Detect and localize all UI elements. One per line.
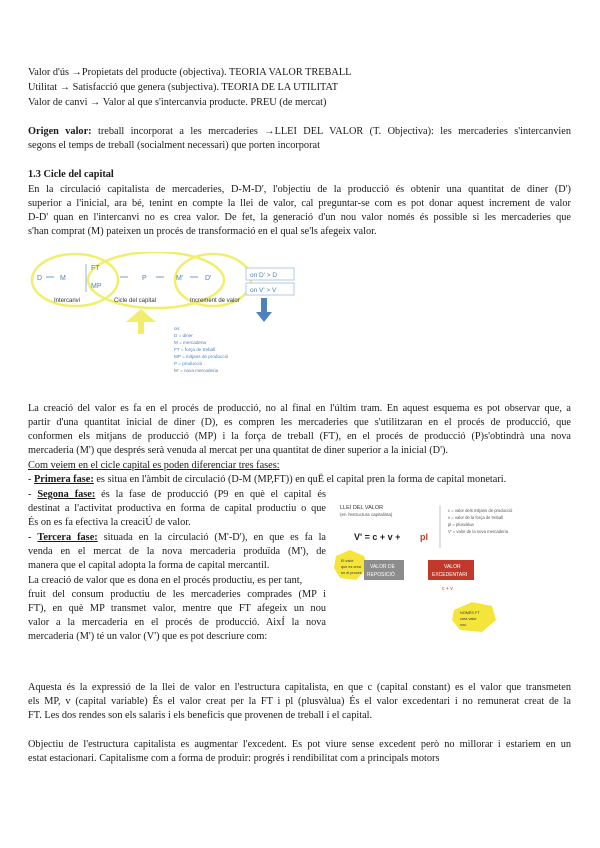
box-v-prime-text: on V' > V [250, 287, 277, 294]
bubble-left-2: en el procés [341, 571, 362, 575]
phase-2-label: Segona fase: [37, 489, 96, 500]
legend-5: P = producció [174, 361, 203, 366]
bubble-right-0: NOMÉS FT [460, 611, 480, 615]
red-sub: c + v [442, 586, 453, 592]
phase-3-line-3: manera que el capital adopta la forma de capital mercantil. [28, 560, 270, 571]
phase-3-line-2: venda en el mercat de la nova mercaderia produïda (M'), de [28, 546, 326, 557]
box-d-prime-text: on D' > D [250, 272, 278, 279]
bubble-right-2: nou [460, 623, 467, 627]
box-excedentari-1: EXCEDENTARI [432, 572, 468, 578]
note-3: V' = valor de la nova mercaderia [448, 529, 509, 534]
formula-pl: pl [420, 532, 428, 542]
creation-line-4: valor a la mercaderia en el procés de producció. AixÍ la nova [28, 617, 326, 628]
p4-line-1: Objectiu de l'estructura capitalista es augmentar l'excedent. Es pot viure sense excedent però no millorar i estariem en un [28, 739, 571, 750]
def-line-2: Utilitat → Satisfacció que genera (subjectiva). TEORIA DE LA UTILITAT [28, 82, 339, 93]
phase-3-label: Tercera fase: [37, 532, 98, 543]
p3-line-1: Aquesta és la expressió de la llei de valor en l'estructura capitalista, en que c (capital constant) es el valor que transmeten [28, 682, 571, 693]
box-excedentari-0: VALOR [444, 564, 461, 570]
p2-line-3: conformen els mitjans de producció (MP) i la força de treball (FT), en el procés de producció (P)s'obtindrà una nova [28, 431, 571, 442]
box-reposicio-0: VALOR DE [370, 564, 395, 570]
note-2: pl = plusvàlua [448, 522, 474, 527]
legend-2: M = mercaderia [174, 340, 207, 345]
phase-1-label: Primera fase: [34, 474, 94, 485]
note-1: v = valor de la força de treball [448, 515, 504, 520]
value-law-diagram [334, 498, 580, 638]
valdiag-top-label: LLEI DEL VALOR [340, 505, 384, 511]
phase-2-line-2: destinat a l'activitat productiva en forma de capital productiu o que [28, 503, 326, 514]
creation-line-2: fruit del consum productiu de les mercaderies comprades (MP i [28, 589, 326, 600]
legend-3: FT = força de treball [174, 347, 216, 352]
note-0: c = valor dels mitjans de producció [448, 508, 513, 513]
p1-line-2: superior a l'inicial, ara bé, tenint en compte la llei de valor, cal preguntar-se com es pot donar aquest increment de valor [28, 198, 571, 209]
legend-1: D = diner [174, 333, 193, 338]
p3-line-3: FT. Les dos rendes son els salaris i els beneficis que provenen de treball i el capital. [28, 710, 373, 721]
p2-line-2: partir d'una quantitat inicial de diner (D), es compren les mercaderies que s'utilitzaran en el procés de producció, que [28, 417, 571, 428]
legend-0: on: [174, 326, 181, 331]
phase-2-line-1: - Segona fase: és la fase de producció (P9 en què el capital és [28, 489, 326, 500]
node-m: M [60, 275, 66, 282]
bubble-right-1: crea valor [460, 617, 477, 621]
p2-line-1: La creació del valor es fa en el procés de producció, no al final en l'últim tram. En aquest esquema es pot observar que, a [28, 403, 571, 414]
node-d: D [37, 275, 43, 282]
creation-line-5: mercaderia (M') té un valor (V') que es pot descriure com: [28, 631, 268, 642]
phase-1-line: - Primera fase: es situa en l'àmbit de circulació (D-M (MP,FT)) en quË el capital pren la forma de capital monetari. [28, 474, 507, 485]
origen-label: Origen valor: [28, 126, 92, 137]
bubble-left-1: que es crea [341, 565, 361, 569]
creation-line-1: La creació de valor que es dona en el procés productiu, es per tant, [28, 575, 303, 586]
legend-4: MP = mitjans de producció [174, 354, 229, 359]
arrow-down-icon [256, 312, 272, 322]
label-cicle: Cicle del capital [114, 298, 157, 304]
origen-line-2: segons el temps de treball (socialment necessari) que porten incorporat [28, 140, 320, 151]
section-heading: 1.3 Cicle del capital [28, 169, 114, 180]
label-increment: Increment de valor [190, 298, 240, 304]
label-intercanvi: Intercanvi [54, 298, 81, 304]
phase-3-line-1: - Tercera fase: situada en la circulació (M'-D'), en que es fa la [28, 532, 327, 543]
creation-line-3: FT), en què MP transmet valor, mentre que FT afegeix un nou [28, 603, 326, 614]
phase-3-text-1: situada en la circulació (M'-D'), en que es fa la [97, 532, 327, 543]
capital-cycle-diagram [28, 252, 318, 382]
phase-2-line-3: És on es fa efectiva la creaciÚ de valor. [28, 517, 191, 528]
phase-1-text: es situa en l'àmbit de circulació (D-M (MP,FT)) en quË el capital pren la forma de capital monetari. [93, 474, 507, 485]
def-line-3: Valor de canvi → Valor al que s'intercanvia producte. PREU (de mercat) [28, 97, 327, 108]
phase-2-text-1: és la fase de producció (P9 en què el capital és [95, 489, 326, 500]
yellow-arrow-up-icon [126, 309, 156, 334]
box-reposicio-1: REPOSICIÓ [367, 572, 395, 578]
node-ft: FT [91, 265, 100, 272]
node-mp: MP [91, 283, 102, 290]
bubble-left-0: El valor [341, 559, 354, 563]
p1-line-4: s'han comprat (M) pateixen un procés de transformació en el qual se'ls afegeix valor. [28, 226, 377, 237]
def-line-1: Valor d'ús →Propietats del producte (objectiva). TEORIA VALOR TREBALL [28, 67, 352, 78]
p3-line-2: els MP, v (capital variable) És el valor creat per la FT i pl (plusvàlua) És el valor excedentari i no remunerat creat de la [28, 696, 571, 707]
valdiag-top-sub: (en l'estructura capitalista) [340, 512, 393, 517]
p2-line-4: mercaderia (M') que després serà venuda al mercat per una quantitat de diner superior a la inicial (D'). [28, 445, 448, 456]
p4-line-2: estat estacionari. Capitalisme com a forma de produir: progrés i rendibilitat com a principals motors [28, 753, 440, 764]
origen-text-1: treball incorporat a les mercaderies →LLEI DEL VALOR (T. Objectiva): les mercaderies s'intercanvien [91, 126, 571, 137]
p1-line-3: D-D' quan en l'intercanvi no es crea valor. De fet, la generació d'un nou valor només és possible si les mercaderies que [28, 212, 571, 223]
legend-6: M' = nova mercaderia [174, 368, 219, 373]
origen-line-1 [28, 125, 571, 138]
phases-intro: Com veiem en el cicle capital es poden diferenciar tres fases: [28, 460, 280, 471]
node-p: P [142, 275, 147, 282]
formula-left: V' = c + v + [354, 532, 401, 542]
node-m-prime: M' [176, 275, 184, 282]
p1-line-1: En la circulació capitalista de mercaderies, D-M-D', l'objectiu de la producció és obtenir una quantitat de diner (D') [28, 184, 571, 195]
node-d-prime: D' [205, 275, 212, 282]
arrow-down-shaft [261, 298, 267, 312]
